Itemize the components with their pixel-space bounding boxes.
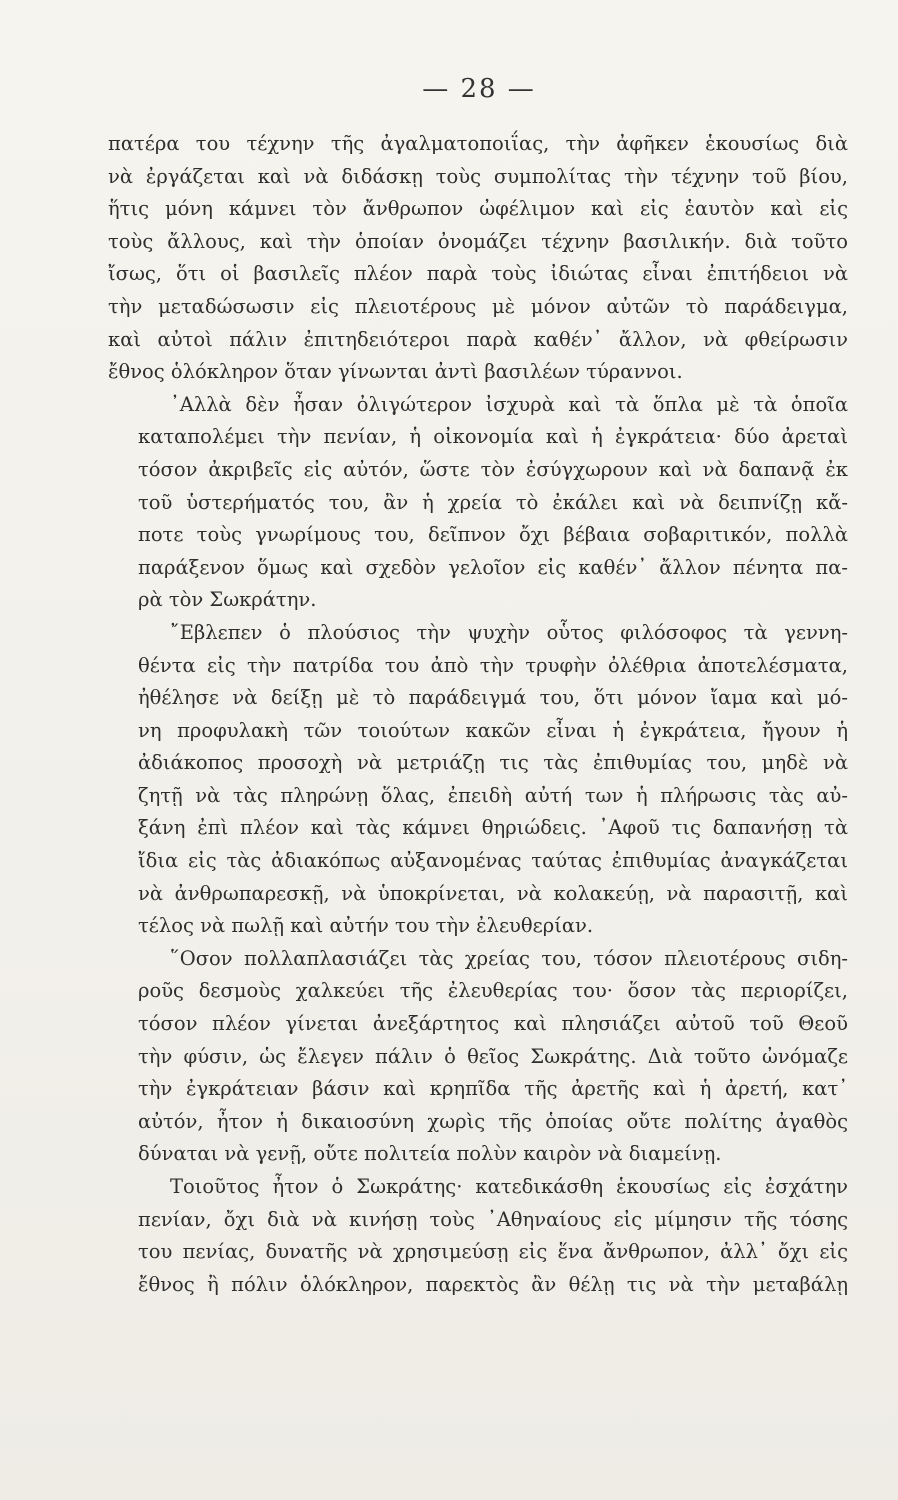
text-line: ᾽Αλλὰ δὲν ἦσαν ὀλιγώτερον ἰσχυρὰ καὶ τὰ ὅπλα μὲ τὰ ὁποῖα (170, 392, 848, 416)
text-line: θέντα εἰς τὴν πατρίδα του ἀπὸ τὴν τρυφὴν ὀλέθρια ἀποτελέσματα, (138, 653, 848, 677)
text-line: ῞Οσον πολλαπλασιάζει τὰς χρείας του, τόσον πλειοτέρους σιδη- (170, 946, 848, 970)
text-line: τὴν μεταδώσωσιν εἰς πλειοτέρους μὲ μόνον αὐτῶν τὸ παράδειγμα, (108, 294, 848, 318)
text-line: τὴν ἐγκράτειαν βάσιν καὶ κρηπῖδα τῆς ἀρετῆς καὶ ἡ ἀρετή, κατ᾽ (138, 1077, 848, 1101)
text-line: ξάνη ἐπὶ πλέον καὶ τὰς κάμνει θηριώδεις. ᾽Αφοῦ τις δαπανήσῃ τὰ (138, 816, 848, 840)
text-line: τοὺς ἄλλους, καὶ τὴν ὁποίαν ὀνομάζει τέχνην βασιλικήν. διὰ τοῦτο (108, 229, 848, 253)
text-line: ῎Εβλεπεν ὁ πλούσιος τὴν ψυχὴν οὗτος φιλόσοφος τὰ γεννη- (170, 620, 848, 644)
text-line: Τοιοῦτος ἦτον ὁ Σωκράτης· κατεδικάσθη ἑκουσίως εἰς ἐσχάτην (170, 1175, 848, 1198)
text-line: ἴσως, ὅτι οἱ βασιλεῖς πλέον παρὰ τοὺς ἰδιώτας εἶναι ἐπιτήδειοι νὰ (108, 262, 848, 286)
text-line: ποτε τοὺς γνωρίμους του, δεῖπνον ὄχι βέβαια σοβαριτικόν, πολλὰ (138, 523, 848, 547)
text-line: πενίαν, ὄχι διὰ νὰ κινήσῃ τοὺς ᾽Αθηναίους εἰς μίμησιν τῆς τόσης (138, 1207, 848, 1231)
paragraph (108, 128, 848, 389)
text-line: ρὰ τὸν Σωκράτην. (138, 588, 317, 612)
text-line: νὰ ἀνθρωπαρεσκῇ, νὰ ὑποκρίνεται, νὰ κολακεύῃ, νὰ παρασιτῇ, καὶ (138, 881, 848, 905)
text-line: τόσον πλέον γίνεται ἀνεξάρτητος καὶ πλησιάζει αὐτοῦ τοῦ Θεοῦ (138, 1012, 848, 1036)
text-line: ζητῇ νὰ τὰς πληρώνῃ ὅλας, ἐπειδὴ αὐτή των ἡ πλήρωσις τὰς αὐ- (138, 783, 848, 807)
paragraph (108, 389, 848, 617)
text-line: ροῦς δεσμοὺς χαλκεύει τῆς ἐλευθερίας του· ὅσον τὰς περιορίζει, (138, 979, 848, 1003)
text-line: τόσον ἀκριβεῖς εἰς αὐτόν, ὥστε τὸν ἐσύγχωρουν καὶ νὰ δαπανᾷ ἐκ (138, 457, 848, 481)
text-line: νη προφυλακὴ τῶν τοιούτων κακῶν εἶναι ἡ ἐγκράτεια, ἤγουν ἡ (138, 718, 848, 742)
text-line: ἔθνος ἢ πόλιν ὁλόκληρον, παρεκτὸς ἂν θέλῃ τις νὰ τὴν μεταβάλῃ (138, 1272, 848, 1296)
text-line: καταπολέμει τὴν πενίαν, ἡ οἰκονομία καὶ ἡ ἐγκράτεια· δύο ἀρεταὶ (138, 425, 848, 449)
text-line: ἠθέλησε νὰ δείξῃ μὲ τὸ παράδειγμά του, ὅτι μόνον ἴαμα καὶ μό- (138, 686, 848, 710)
paragraph (108, 943, 848, 1171)
text-line: πατέρα του τέχνην τῆς ἀγαλματοποιΐας, τὴν ἀφῆκεν ἑκουσίως διὰ (108, 132, 848, 155)
text-line: ἴδια εἰς τὰς ἀδιακόπως αὐξανομένας ταύτας ἐπιθυμίας ἀναγκάζεται (138, 849, 848, 873)
text-line: του πενίας, δυνατῆς νὰ χρησιμεύσῃ εἰς ἕνα ἄνθρωπον, ἀλλ᾽ ὄχι εἰς (138, 1240, 848, 1264)
text-line: καὶ αὐτοὶ πάλιν ἐπιτηδειότεροι παρὰ καθέν᾽ ἄλλον, νὰ φθείρωσιν (108, 327, 848, 351)
page-number: — 28 — (422, 74, 536, 104)
text-line: ἀδιάκοπος προσοχὴ νὰ μετριάζῃ τις τὰς ἐπιθυμίας του, μηδὲ νὰ (138, 751, 848, 775)
body-text (108, 128, 848, 1301)
text-line: ἔθνος ὁλόκληρον ὅταν γίνωνται ἀντὶ βασιλέων τύραννοι. (108, 360, 683, 384)
text-line: τέλος νὰ πωλῇ καὶ αὐτήν του τὴν ἐλευθερίαν. (138, 914, 594, 938)
paragraph (108, 617, 848, 943)
text-line: τὴν φύσιν, ὡς ἔλεγεν πάλιν ὁ θεῖος Σωκράτης. Διὰ τοῦτο ὠνόμαζε (138, 1044, 848, 1068)
paragraph (108, 1171, 848, 1301)
text-line: αὐτόν, ἦτον ἡ δικαιοσύνη χωρὶς τῆς ὁποίας οὔτε πολίτης ἀγαθὸς (138, 1109, 848, 1133)
text-line: νὰ ἐργάζεται καὶ νὰ διδάσκῃ τοὺς συμπολίτας τὴν τέχνην τοῦ βίου, (108, 164, 848, 188)
text-line: δύναται νὰ γενῇ, οὔτε πολιτεία πολὺν καιρὸν νὰ διαμείνῃ. (138, 1142, 722, 1166)
text-line: παράξενον ὅμως καὶ σχεδὸν γελοῖον εἰς καθέν᾽ ἄλλον πένητα πα- (138, 555, 848, 579)
text-line: ἥτις μόνη κάμνει τὸν ἄνθρωπον ὠφέλιμον καὶ εἰς ἑαυτὸν καὶ εἰς (108, 197, 848, 221)
text-line: τοῦ ὑστερήματός του, ἂν ἡ χρεία τὸ ἐκάλει καὶ νὰ δειπνίζῃ κἄ- (138, 490, 848, 514)
